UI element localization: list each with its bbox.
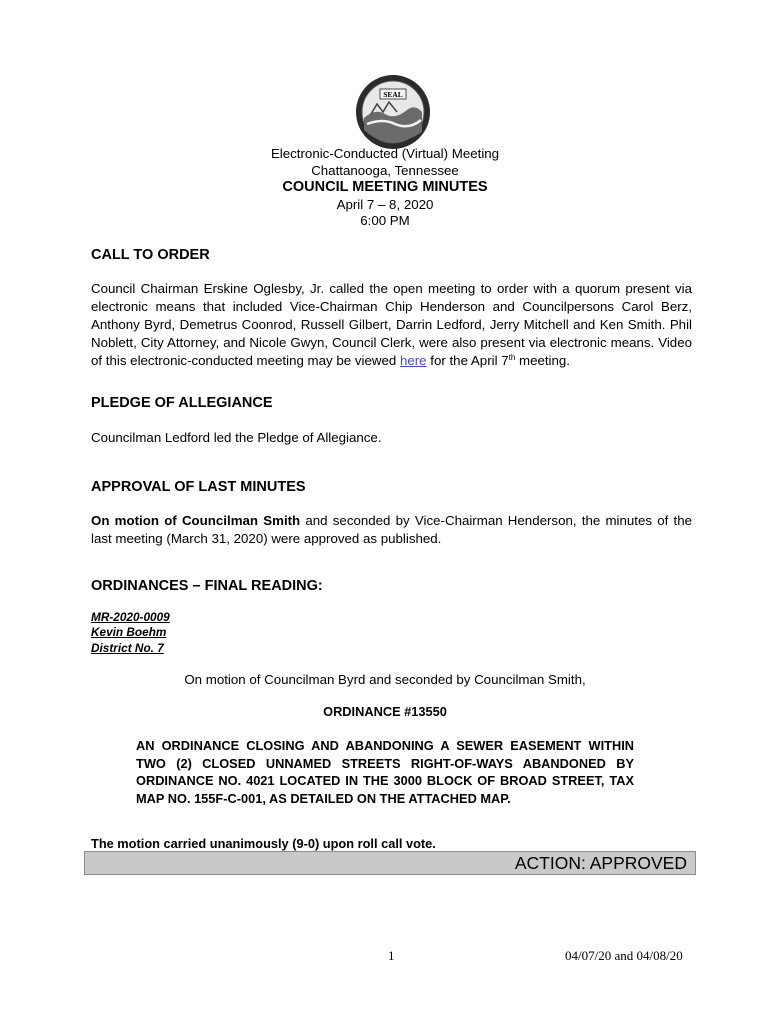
approval-heading: APPROVAL OF LAST MINUTES <box>91 479 306 495</box>
case-district: District No. 7 <box>91 640 164 655</box>
approval-text: and seconded by Vice-Chairman Henderson, the minutes of the last meeting (March 31, 2020) were approved as published. <box>91 513 692 546</box>
action-bar <box>84 851 696 875</box>
ordinance-motion: On motion of Councilman Byrd and seconded by Councilman Smith, <box>184 672 586 687</box>
document-title: COUNCIL MEETING MINUTES <box>282 179 488 195</box>
meeting-type: Electronic-Conducted (Virtual) Meeting <box>270 146 500 161</box>
meeting-dates: April 7 – 8, 2020 <box>336 197 434 212</box>
case-block <box>91 610 170 656</box>
ordinance-text: AN ORDINANCE CLOSING AND ABANDONING A SEWER EASEMENT WITHIN TWO (2) CLOSED UNNAMED STREETS RIGHT-OF-WAYS ABANDONED BY ORDINANCE NO. 4021 LOCATED IN THE 3000 BLOCK OF BROAD STREET, TAX MAP NO. 155F-C-001, AS DETAILED ON THE ATTACHED MAP. <box>136 738 634 806</box>
city-seal-image <box>355 74 431 150</box>
vote-result: The motion carried unanimously (9-0) upon roll call vote. <box>91 836 436 851</box>
case-applicant: Kevin Boehm <box>91 625 167 640</box>
video-link[interactable]: here <box>399 353 427 368</box>
meeting-time: 6:00 PM <box>360 213 410 228</box>
call-to-order-heading: CALL TO ORDER <box>91 247 210 263</box>
ordinances-heading: ORDINANCES – FINAL READING: <box>91 578 323 594</box>
seal-text: SEAL <box>383 90 403 99</box>
call-to-order-end: meeting. <box>515 353 570 368</box>
ordinance-number: ORDINANCE #13550 <box>323 704 447 719</box>
approval-paragraph <box>91 512 692 548</box>
pledge-text: Councilman Ledford led the Pledge of Allegiance. <box>91 430 382 445</box>
page-number: 1 <box>388 948 395 963</box>
pledge-heading: PLEDGE OF ALLEGIANCE <box>91 395 273 411</box>
case-number: MR-2020-0009 <box>91 610 170 624</box>
approval-motion-lead: On motion of Councilman Smith <box>91 513 301 528</box>
call-to-order-after-link: for the April 7 <box>426 353 509 368</box>
meeting-location: Chattanooga, Tennessee <box>311 163 459 178</box>
call-to-order-paragraph <box>91 280 692 370</box>
ordinal-suffix: th <box>508 353 516 362</box>
call-to-order-text: Council Chairman Erskine Oglesby, Jr. called the open meeting to order with a quorum present via electronic means that included Vice-Chairman Chip Henderson and Councilpersons Carol Berz, Anthony Byrd, Demetrus Coonrod, Russell Gilbert, Darrin Ledford, Jerry Mitchell and Ken Smith. Phil Noblett, City Attorney, and Nicole Gwyn, Council Clerk, were also present via electronic means. Video of this electronic-conducted meeting may be viewed <box>91 281 692 368</box>
action-status: ACTION: APPROVED <box>514 853 687 873</box>
footer-dates: 04/07/20 and 04/08/20 <box>565 948 683 963</box>
